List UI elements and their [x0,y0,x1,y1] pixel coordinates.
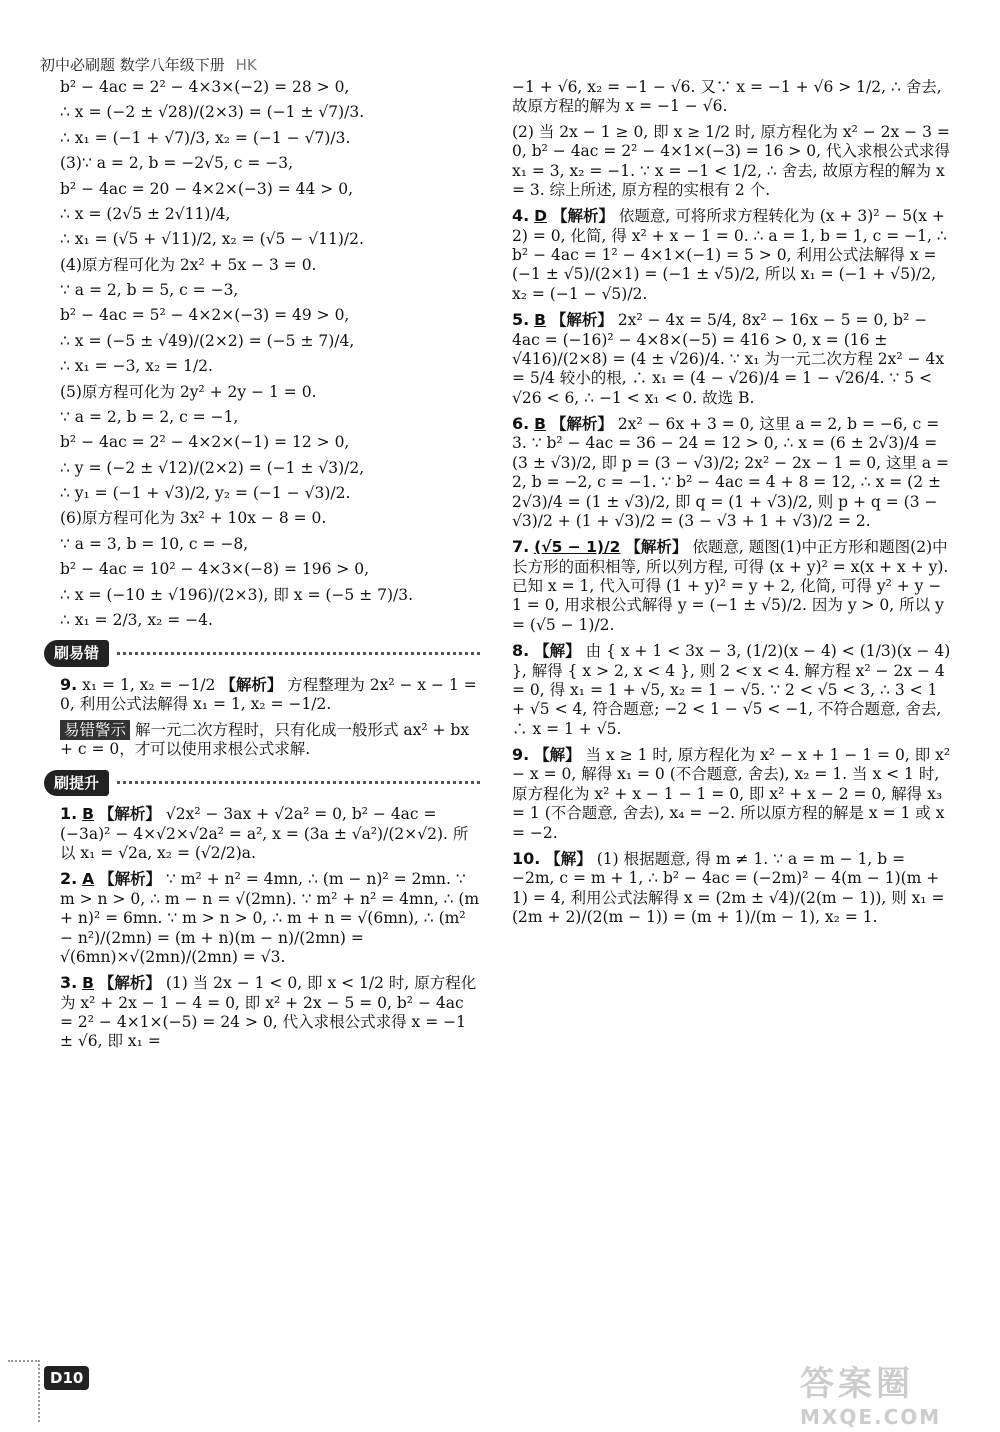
section-banner-tisheng [44,770,480,797]
solution-line: (3)∵ a = 2, b = −2√5, c = −3, [60,154,294,173]
solution-line: b² − 4ac = 20 − 4×2×(−3) = 44 > 0, [60,179,354,198]
dotted-divider [117,652,480,655]
solution-tag: 【解】 [545,849,592,868]
solution-line: ∴ x = (2√5 ± 2√11)/4, [60,204,231,223]
question-5 [512,310,952,408]
solution-line: b² − 4ac = 2² − 4×3×(−2) = 28 > 0, [60,78,350,96]
page-header [40,54,257,75]
question-number: 6. [512,414,530,433]
solution-text: (1) 根据题意, 得 m ≠ 1. ∵ a = m − 1, b = −2m, c = m + 1, ∴ b² − 4ac = (−2m)² − 4(m − 1)(m + 1) = 4, 利用公式法解得 x = (2m ± √4)/(2(m − 1)), 则 x₁ = (2m + 2)/(2(m − 1)) = (m + 1)/(m − 1), x₂ = 1. [512,849,945,926]
question-9 [512,745,952,843]
solution-tag: 【解】 [534,746,581,764]
warning-text: 解一元二次方程时，只有化成一般形式 ax² + bx + c = 0，才可以使用求根公式求解. [60,720,470,759]
choice-answer: B [82,974,94,993]
header-title: 初中必刷题 数学八年级下册 [40,56,225,74]
answer-text: x₁ = 1, x₂ = −1/2 [82,676,216,694]
header-edition: HK [235,56,257,74]
solution-line: b² − 4ac = 2² − 4×2×(−1) = 12 > 0, [60,433,350,452]
solution-line: ∴ x₁ = (√5 + √11)/2, x₂ = (√5 − √11)/2. [60,230,364,249]
analysis-text: 依题意, 可将所求方程转化为 (x + 3)² − 5(x + 2) = 0, 化简, 得 x² + x − 1 = 0. ∴ a = 1, b = 1, c = −1, ∴ b² − 4ac = 1² − 4×1×(−1) = 5 > 0, 利用公式法解得 x = (−1 ± √5)/(2×1) = (−1 ± √5)/2, 所以 x₁ = (−1 + √5)/2, x₂ = (−1 − √5)/2. [512,207,947,303]
solution-line: ∴ x = (−2 ± √28)/(2×3) = (−1 ± √7)/3. [60,103,365,122]
analysis-tag: 【解析】 [625,538,688,557]
analysis-text: 2x² − 6x + 3 = 0, 这里 a = 2, b = −6, c = 3. ∵ b² − 4ac = 36 − 24 = 12 > 0, ∴ x = (6 ± 2√3)/4 = (3 ± √3)/2, 即 p = (3 − √3)/2; 2x² − 2x − 1 = 0, 这里 a = 2, b = −2, c = −1. ∵ b² − 4ac = 4 + 8 = 12, ∴ x = (2 ± 2√3)/4 = (1 ± √3)/2, 即 q = (1 + √3)/2, 则 p + q = (3 − √3)/2 + (1 + √3)/2 = (3 − √3 + 1 + √3)/2 = 2. [512,415,950,530]
question-7 [512,537,952,635]
question-4 [512,206,952,304]
solution-line: ∵ a = 2, b = 5, c = −3, [60,281,239,299]
analysis-text: 方程整理为 2x² − x − 1 = 0, 利用公式法解得 x₁ = 1, x₂ = −1/2. [60,676,477,714]
question-number: 7. [512,537,530,557]
watermark-url: MXQE.COM [800,1405,942,1429]
solution-line: b² − 4ac = 10² − 4×3×(−8) = 196 > 0, [60,560,370,579]
watermark [800,1356,980,1429]
analysis-text: √2x² − 3ax + √2a² = 0, b² − 4ac = (−3a)² − 4×√2×√2a² = a², x = (3a ± √a²)/(2×√2). 所以 x₁ = √2a, x₂ = (√2/2)a. [60,805,469,862]
choice-answer: D [534,207,548,226]
solution-line: ∴ x₁ = 2/3, x₂ = −4. [60,610,213,629]
choice-answer: A [82,870,95,889]
solution-line: ∴ x₁ = (−1 + √7)/3, x₂ = (−1 − √7)/3. [60,128,351,147]
question-6 [512,414,952,531]
question-number: 10. [512,848,541,868]
choice-answer: B [82,805,94,824]
question-10 [512,849,952,928]
analysis-tag: 【解析】 [550,415,613,433]
page-corner-decoration [8,1360,40,1422]
section-banner-yicuo [44,640,480,667]
right-column [512,78,952,933]
solution-line: −1 + √6, x₂ = −1 − √6. 又∵ x = −1 + √6 > 1/2, ∴ 舍去, 故原方程的解为 x = −1 − √6. [512,78,942,116]
question-number: 2. [60,869,78,889]
solution-line: ∴ x₁ = −3, x₂ = 1/2. [60,357,213,376]
warning-label: 易错警示 [60,720,130,740]
solution-line: ∴ y = (−2 ± √12)/(2×2) = (−1 ± √3)/2, [60,458,365,477]
analysis-tag: 【解析】 [220,676,283,694]
page-number: D10 [44,1366,89,1390]
analysis-text: (1) 当 2x − 1 < 0, 即 x < 1/2 时, 原方程化为 x² + 2x − 1 − 4 = 0, 即 x² + 2x − 5 = 0, b² − 4ac = 2² − 4×1×(−5) = 24 > 0, 代入求根公式求得 x = −1 ± √6, 即 x₁ = [60,974,477,1051]
question-number: 9. [512,745,530,764]
section-title: 刷提升 [44,770,109,797]
solution-line: (5)原方程可化为 2y² + 2y − 1 = 0. [60,382,317,401]
question-1 [60,804,480,863]
solution-text: 当 x ≥ 1 时, 原方程化为 x² − x + 1 − 1 = 0, 即 x² − x = 0, 解得 x₁ = 0 (不合题意, 舍去), x₂ = 1. 当 x < 1 时, 原方程化为 x² + x − 1 − 1 = 0, 即 x² + x − 2 = 0, 解得 x₃ = 1 (不合题意, 舍去), x₄ = −2. 所以原方程的解是 x = 1 或 x = −2. [512,746,951,842]
solution-line: ∴ x = (−5 ± √49)/(2×2) = (−5 ± 7)/4, [60,331,355,350]
solution-line: ∵ a = 3, b = 10, c = −8, [60,534,249,553]
analysis-tag: 【解析】 [99,870,162,889]
solution-line: (6)原方程可化为 3x² + 10x − 8 = 0. [60,509,327,528]
question-2 [60,869,480,967]
solution-line: (4)原方程可化为 2x² + 5x − 3 = 0. [60,255,317,274]
choice-answer: B [534,415,546,433]
section-title: 刷易错 [44,640,109,667]
analysis-text: 依题意, 题图(1)中正方形和题图(2)中长方形的面积相等, 所以列方程, 可得 (x + y)² = x(x + x + y). 已知 x = 1, 代入可得 (1 + y)² = y + 2, 化简, 可得 y² + y − 1 = 0, 用求根公式解得 y = (−1 ± √5)/2. 因为 y > 0, 所以 y = (√5 − 1)/2. [512,538,949,634]
dotted-divider [117,781,480,784]
solution-line: ∴ x = (−10 ± √196)/(2×3), 即 x = (−5 ± 7)/3. [60,585,414,604]
solution-text: 由 { x + 1 < 3x − 3, (1/2)(x − 4) < (1/3)(x − 4) }, 解得 { x > 2, x < 4 }, 则 2 < x < 4. 解方程 x² − 2x − 4 = 0, 得 x₁ = 1 + √5, x₂ = 1 − √5. ∵ 2 < √5 < 3, ∴ 3 < 1 + √5 < 4, 符合题意; −2 < 1 − √5 < −1, 不符合题意, 舍去, ∴ x = 1 + √5. [512,642,951,738]
choice-answer: B [534,311,546,330]
solution-line: (2) 当 2x − 1 ≥ 0, 即 x ≥ 1/2 时, 原方程化为 x² − 2x − 3 = 0, b² − 4ac = 2² − 4×1×(−3) = 16 > 0, 代入求根公式求得 x₁ = 3, x₂ = −1. ∵ x = −1 < 1/2, ∴ 舍去, 故原方程的解为 x = 3. 综上所述, 原方程的实根有 2 个. [512,122,950,199]
analysis-text: 2x² − 4x = 5/4, 8x² − 16x − 5 = 0, b² − 4ac = (−16)² − 4×8×(−5) = 416 > 0, x = (16 ± √416)/(2×8) = (4 ± √26)/4. ∵ x₁ 为一元二次方程 2x² − 4x = 5/4 较小的根, ∴ x₁ = (4 − √26)/4 = 1 − √26/4. ∵ 5 < √26 < 6, ∴ −1 < x₁ < 0. 故选 B. [512,311,945,407]
analysis-tag: 【解析】 [551,207,614,226]
question-number: 8. [512,641,530,661]
analysis-tag: 【解析】 [98,805,161,824]
solution-line: b² − 4ac = 5² − 4×2×(−3) = 49 > 0, [60,306,350,325]
question-number: 4. [512,206,530,226]
question-8 [512,641,952,739]
question-3 [60,973,480,1052]
question-number: 1. [60,804,78,824]
solution-line: ∵ a = 2, b = 2, c = −1, [60,407,239,426]
question-number: 9. [60,675,78,694]
question-9-mistake [60,675,480,715]
solution-tag: 【解】 [534,642,581,661]
question-number: 3. [60,973,78,993]
analysis-text: ∵ m² + n² = 4mn, ∴ (m − n)² = 2mn. ∵ m > n > 0, ∴ m − n = √(2mn). ∵ m² + n² = 4mn, ∴ (m + n)² = 6mn. ∵ m > n > 0, ∴ m + n = √(6mn), ∴ (m² − n²)/(2mn) = (m + n)(m − n)/(2mn) = √(6mn)×√(2mn)/(2mn) = √3. [60,870,480,966]
mistake-warning [60,721,480,760]
fill-answer: (√5 − 1)/2 [534,538,621,557]
solution-line: ∴ y₁ = (−1 + √3)/2, y₂ = (−1 − √3)/2. [60,484,351,502]
question-number: 5. [512,310,530,330]
analysis-tag: 【解析】 [98,974,161,993]
analysis-tag: 【解析】 [550,311,613,330]
left-column [54,78,480,1058]
watermark-logo-text: 答案圈 [800,1364,914,1404]
